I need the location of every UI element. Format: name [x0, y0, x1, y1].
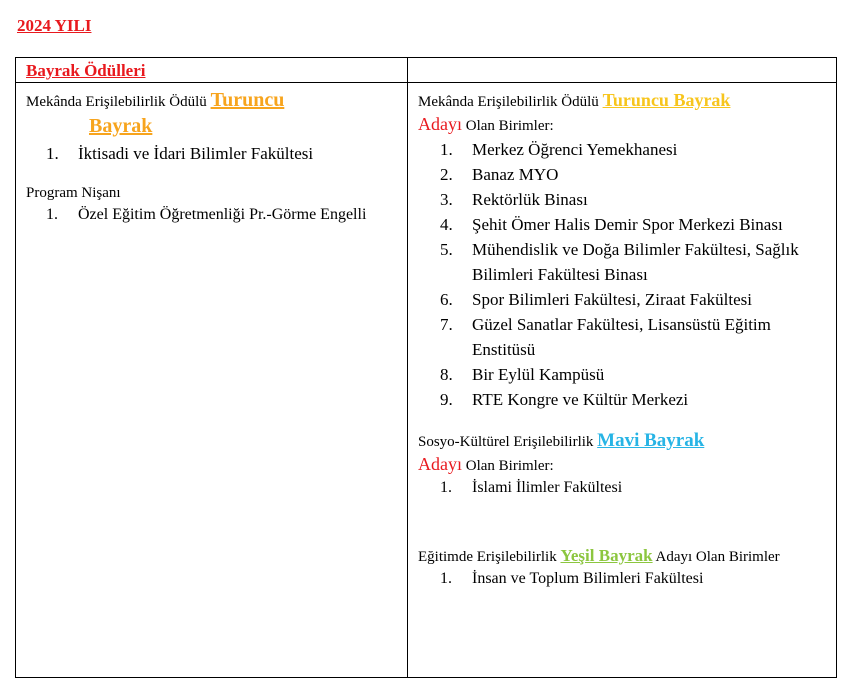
blue-flag-word: Mavi Bayrak [597, 430, 705, 451]
award-prefix: Mekânda Erişilebilirlik Ödülü [26, 94, 211, 110]
right-cell [408, 83, 837, 678]
list-item: 8. Bir Eylül Kampüsü [440, 365, 605, 384]
green-flag-word: Yeşil Bayrak [560, 546, 653, 565]
left-award-heading [26, 89, 397, 113]
year-title: 2024 YILI [17, 16, 92, 35]
list-item: 3. Rektörlük Binası [440, 190, 588, 209]
list-item: 1. İnsan ve Toplum Bilimleri Fakültesi [440, 570, 704, 587]
program-list [26, 204, 397, 226]
right-green-heading [418, 545, 826, 568]
award-prefix: Eğitimde Erişilebilirlik [418, 549, 561, 565]
header-cell-left [16, 58, 408, 83]
candidate-word: Adayı [418, 114, 462, 134]
left-orange-list [26, 141, 397, 166]
right-orange-heading [418, 89, 826, 113]
right-blue-subheading [418, 453, 826, 477]
list-item: 1. İktisadi ve İdari Bilimler Fakültesi [46, 144, 314, 163]
list-item: 9. RTE Kongre ve Kültür Merkezi [440, 390, 689, 409]
candidate-word: Adayı [418, 454, 462, 474]
list-item: 1. Özel Eğitim Öğretmenliği Pr.-Görme Engelli [46, 206, 367, 223]
green-candidates-list [418, 568, 826, 590]
list-item: 6. Spor Bilimleri Fakültesi, Ziraat Fakültesi [440, 290, 752, 309]
award-prefix: Sosyo-Kültürel Erişilebilirlik [418, 434, 598, 450]
right-orange-subheading [418, 113, 826, 137]
right-blue-heading [418, 430, 826, 453]
list-item: 5. Mühendislik ve Doğa Bilimler Fakültesi, Sağlık Bilimleri Fakültesi Binası [440, 240, 799, 284]
header-cell-right [408, 58, 837, 83]
units-suffix: Adayı Olan Birimler [652, 549, 780, 565]
list-item: 7. Güzel Sanatlar Fakültesi, Lisansüstü Eğitim Enstitüsü [440, 315, 771, 359]
blue-candidates-list [418, 477, 826, 499]
table-header-title: Bayrak Ödülleri [26, 61, 146, 80]
body-row [16, 83, 837, 678]
program-title: Program Nişanı [26, 185, 121, 201]
list-item: 1. Merkez Öğrenci Yemekhanesi [440, 140, 678, 159]
left-cell [16, 83, 408, 678]
orange-flag-word: Bayrak [89, 115, 153, 137]
units-suffix: Olan Birimler: [462, 458, 554, 474]
header-row [16, 58, 837, 83]
list-item: 1. İslami İlimler Fakültesi [440, 479, 623, 496]
units-suffix: Olan Birimler: [462, 118, 554, 134]
orange-flag-word: Turuncu [210, 89, 285, 111]
list-item: 2. Banaz MYO [440, 165, 559, 184]
left-award-heading-cont [26, 113, 397, 141]
orange-candidates-list [418, 137, 826, 412]
awards-table [15, 57, 837, 678]
list-item: 4. Şehit Ömer Halis Demir Spor Merkezi Binası [440, 215, 783, 234]
orange-flag-word: Turuncu Bayrak [602, 90, 731, 110]
award-prefix: Mekânda Erişilebilirlik Ödülü [418, 94, 603, 110]
